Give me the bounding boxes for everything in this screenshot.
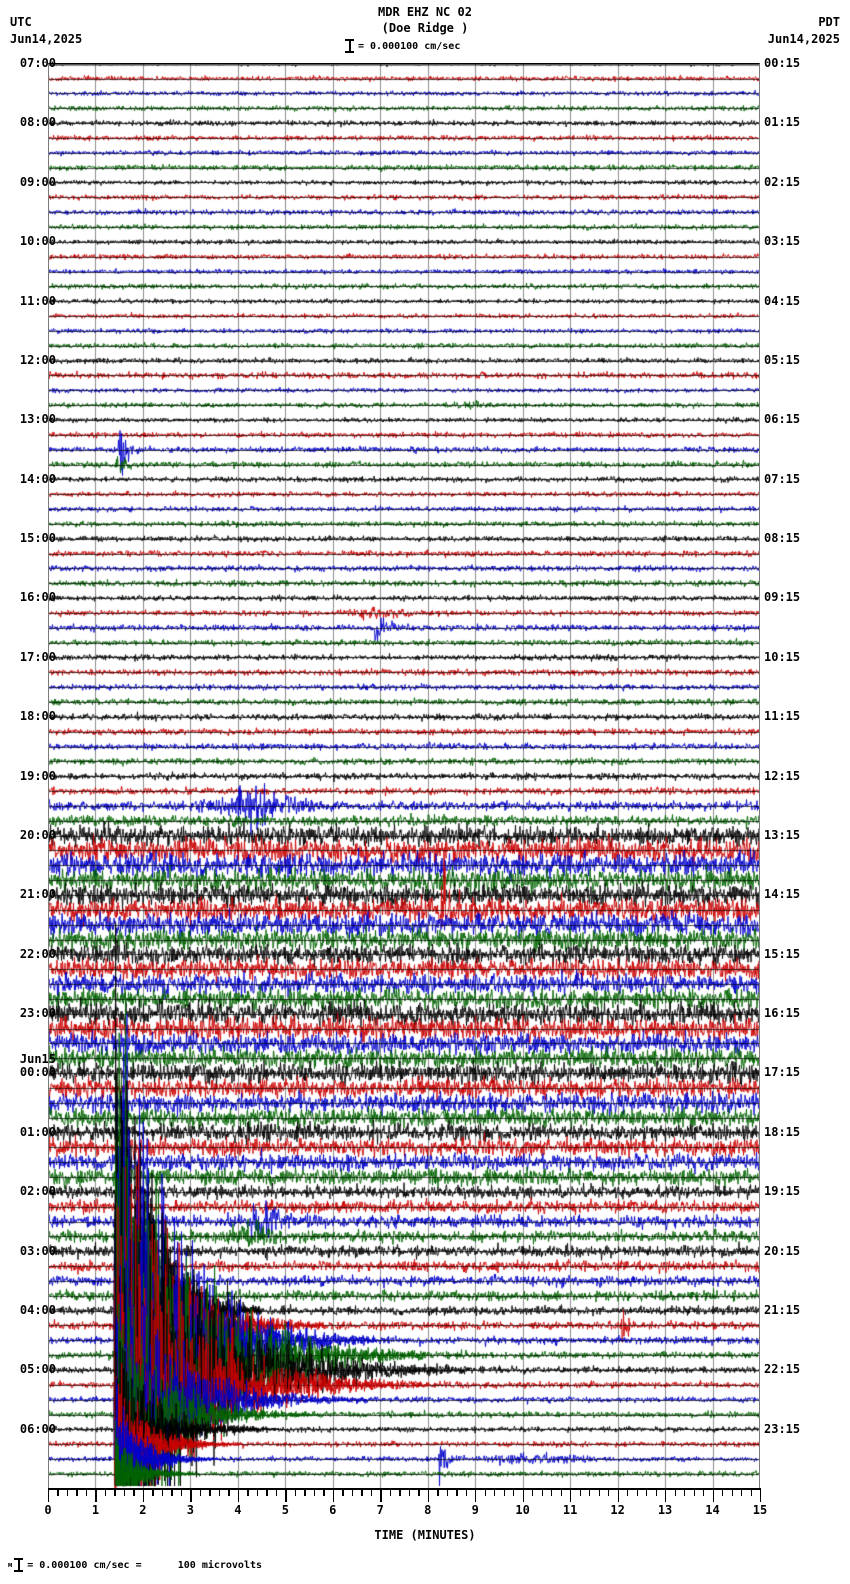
axis-major-tick [523,1488,524,1502]
axis-minor-tick [656,1488,657,1496]
axis-major-tick [380,1488,381,1502]
axis-major-tick [190,1488,191,1502]
left-time-label: 21:00 [19,887,56,902]
i-beam-scale-icon [14,1558,23,1572]
axis-minor-tick [741,1488,742,1496]
left-time-label: 10:00 [19,234,56,249]
right-time-label: 20:15 [764,1243,801,1258]
axis-major-tick [285,1488,286,1502]
axis-minor-tick [580,1488,581,1496]
left-time-label: 15:00 [19,531,56,545]
axis-minor-tick [295,1488,296,1496]
axis-minor-tick [646,1488,647,1496]
axis-minor-tick [390,1488,391,1496]
right-time-label: 21:15 [764,1302,801,1317]
left-time-label: 13:00 [19,412,56,427]
axis-minor-tick [152,1488,153,1496]
axis-minor-tick [418,1488,419,1496]
footer-scale-text: = 0.000100 cm/sec = 100 microvolts [27,1559,263,1571]
footer-mark: м [8,1561,13,1569]
left-time-label: 01:00 [19,1124,56,1139]
axis-major-tick [428,1488,429,1502]
axis-minor-tick [589,1488,590,1496]
station-channel-title: MDR EHZ NC 02 [378,5,472,19]
axis-title: TIME (MINUTES) [374,1528,476,1542]
helicorder-plot-area [48,63,760,1488]
left-time-label: 08:00 [19,115,56,130]
left-time-label: 20:00 [19,827,56,842]
axis-minor-tick [76,1488,77,1496]
axis-major-tick [665,1488,666,1502]
axis-major-tick [618,1488,619,1502]
axis-minor-tick [532,1488,533,1496]
axis-minor-tick [266,1488,267,1496]
axis-minor-tick [399,1488,400,1496]
time-axis [44,1488,768,1518]
axis-minor-tick [200,1488,201,1496]
right-time-label: 04:15 [764,293,801,308]
axis-minor-tick [466,1488,467,1496]
axis-tick-label: 10 [515,1503,530,1517]
left-time-label: 16:00 [19,590,56,605]
axis-minor-tick [352,1488,353,1496]
axis-tick-label: 7 [376,1503,384,1517]
axis-minor-tick [323,1488,324,1496]
axis-minor-tick [86,1488,87,1496]
axis-major-tick [333,1488,334,1502]
i-beam-scale-icon [345,39,354,53]
right-time-label: 02:15 [764,174,801,189]
axis-minor-tick [276,1488,277,1496]
axis-minor-tick [247,1488,248,1496]
left-time-label: 09:00 [19,174,56,189]
axis-tick-label: 1 [91,1503,100,1517]
axis-minor-tick [447,1488,448,1496]
axis-major-tick [143,1488,144,1502]
right-time-label: 08:15 [764,531,801,545]
axis-major-tick [238,1488,239,1502]
axis-minor-tick [494,1488,495,1496]
axis-minor-tick [409,1488,410,1496]
axis-minor-tick [314,1488,315,1496]
axis-baseline [48,1488,760,1490]
axis-major-tick [95,1488,96,1502]
left-time-label: 03:00 [19,1243,56,1258]
axis-minor-tick [114,1488,115,1496]
axis-minor-tick [257,1488,258,1496]
right-time-label: 12:15 [764,768,801,783]
axis-tick-label: 8 [424,1503,432,1517]
axis-minor-tick [513,1488,514,1496]
axis-minor-tick [684,1488,685,1496]
axis-minor-tick [304,1488,305,1496]
header-scale-legend [345,39,460,53]
left-time-label: 17:00 [19,649,56,664]
axis-minor-tick [732,1488,733,1496]
right-time-label: 15:15 [764,946,801,961]
left-date-label: Jun14,2025 [10,32,83,46]
axis-minor-tick [67,1488,68,1496]
station-name-subtitle: (Doe Ridge ) [381,21,469,35]
axis-minor-tick [57,1488,58,1496]
axis-major-tick [475,1488,476,1502]
axis-minor-tick [437,1488,438,1496]
footer-scale-legend [8,1558,262,1572]
axis-minor-tick [599,1488,600,1496]
right-time-label: 09:15 [764,590,801,605]
axis-minor-tick [703,1488,704,1496]
axis-minor-tick [722,1488,723,1496]
left-time-label: 18:00 [19,709,56,724]
right-time-label: 16:15 [764,1006,801,1020]
axis-major-tick [48,1488,49,1502]
axis-major-tick [713,1488,714,1502]
right-time-label: 14:15 [764,887,801,902]
left-time-label: 22:00 [19,946,56,961]
plot-frame [48,63,760,1488]
right-time-label: 07:15 [764,471,801,486]
axis-minor-tick [219,1488,220,1496]
right-time-label: 23:15 [764,1421,801,1436]
axis-tick-label: 4 [234,1503,242,1517]
axis-tick-label: 3 [186,1503,195,1517]
right-time-label: 22:15 [764,1362,801,1377]
axis-tick-label: 5 [281,1503,289,1517]
axis-minor-tick [342,1488,343,1496]
left-time-label: 06:00 [19,1421,56,1436]
header-scale-text: = 0.000100 cm/sec [358,40,461,52]
axis-minor-tick [209,1488,210,1496]
left-time-label: 14:00 [19,471,56,486]
left-time-label: 02:00 [19,1184,56,1199]
left-time-label: 04:00 [19,1302,56,1317]
axis-tick-label: 0 [44,1503,52,1517]
right-time-label: 19:15 [764,1184,801,1199]
right-timezone-label: PDT [818,15,840,29]
right-time-label: 01:15 [764,115,801,130]
axis-tick-label: 11 [562,1503,578,1517]
right-date-label: Jun14,2025 [767,32,840,46]
axis-minor-tick [627,1488,628,1496]
axis-tick-label: 14 [705,1503,720,1517]
right-time-label: 05:15 [764,352,801,367]
left-time-label: 11:00 [19,293,56,308]
header-center-block [0,4,850,36]
right-time-label: 06:15 [764,412,801,427]
left-time-label: 00:00 [19,1065,56,1080]
right-time-label: 17:15 [764,1065,801,1080]
left-time-label: 05:00 [19,1362,56,1377]
right-time-label: 10:15 [764,649,801,664]
left-time-label: Jun15 [19,1052,56,1067]
right-time-label: 00:15 [764,56,801,70]
axis-minor-tick [181,1488,182,1496]
axis-tick-label: 15 [752,1503,768,1517]
axis-major-tick [570,1488,571,1502]
right-time-label: 18:15 [764,1124,801,1139]
axis-minor-tick [228,1488,229,1496]
axis-minor-tick [171,1488,172,1496]
axis-tick-label: 6 [329,1503,337,1517]
axis-minor-tick [694,1488,695,1496]
left-time-label: 23:00 [19,1006,56,1020]
axis-minor-tick [361,1488,362,1496]
left-time-label: 12:00 [19,352,56,367]
axis-minor-tick [371,1488,372,1496]
axis-major-tick [760,1488,761,1502]
axis-minor-tick [485,1488,486,1496]
axis-tick-label: 13 [657,1503,673,1517]
right-time-label: 11:15 [764,709,801,724]
axis-minor-tick [133,1488,134,1496]
axis-minor-tick [551,1488,552,1496]
right-time-label: 13:15 [764,827,801,842]
header-right-timezone-block [768,14,840,48]
axis-minor-tick [675,1488,676,1496]
right-time-label: 03:15 [764,234,801,249]
left-timezone-label: UTC [10,15,32,29]
axis-minor-tick [608,1488,609,1496]
left-time-label: 07:00 [19,56,56,70]
axis-tick-label: 9 [471,1503,479,1517]
axis-minor-tick [456,1488,457,1496]
axis-minor-tick [637,1488,638,1496]
axis-tick-label: 12 [610,1503,625,1517]
axis-minor-tick [124,1488,125,1496]
left-time-label: 19:00 [19,768,56,783]
axis-minor-tick [162,1488,163,1496]
axis-minor-tick [561,1488,562,1496]
axis-minor-tick [542,1488,543,1496]
axis-tick-label: 2 [139,1503,147,1517]
axis-minor-tick [504,1488,505,1496]
axis-minor-tick [751,1488,752,1496]
axis-minor-tick [105,1488,106,1496]
